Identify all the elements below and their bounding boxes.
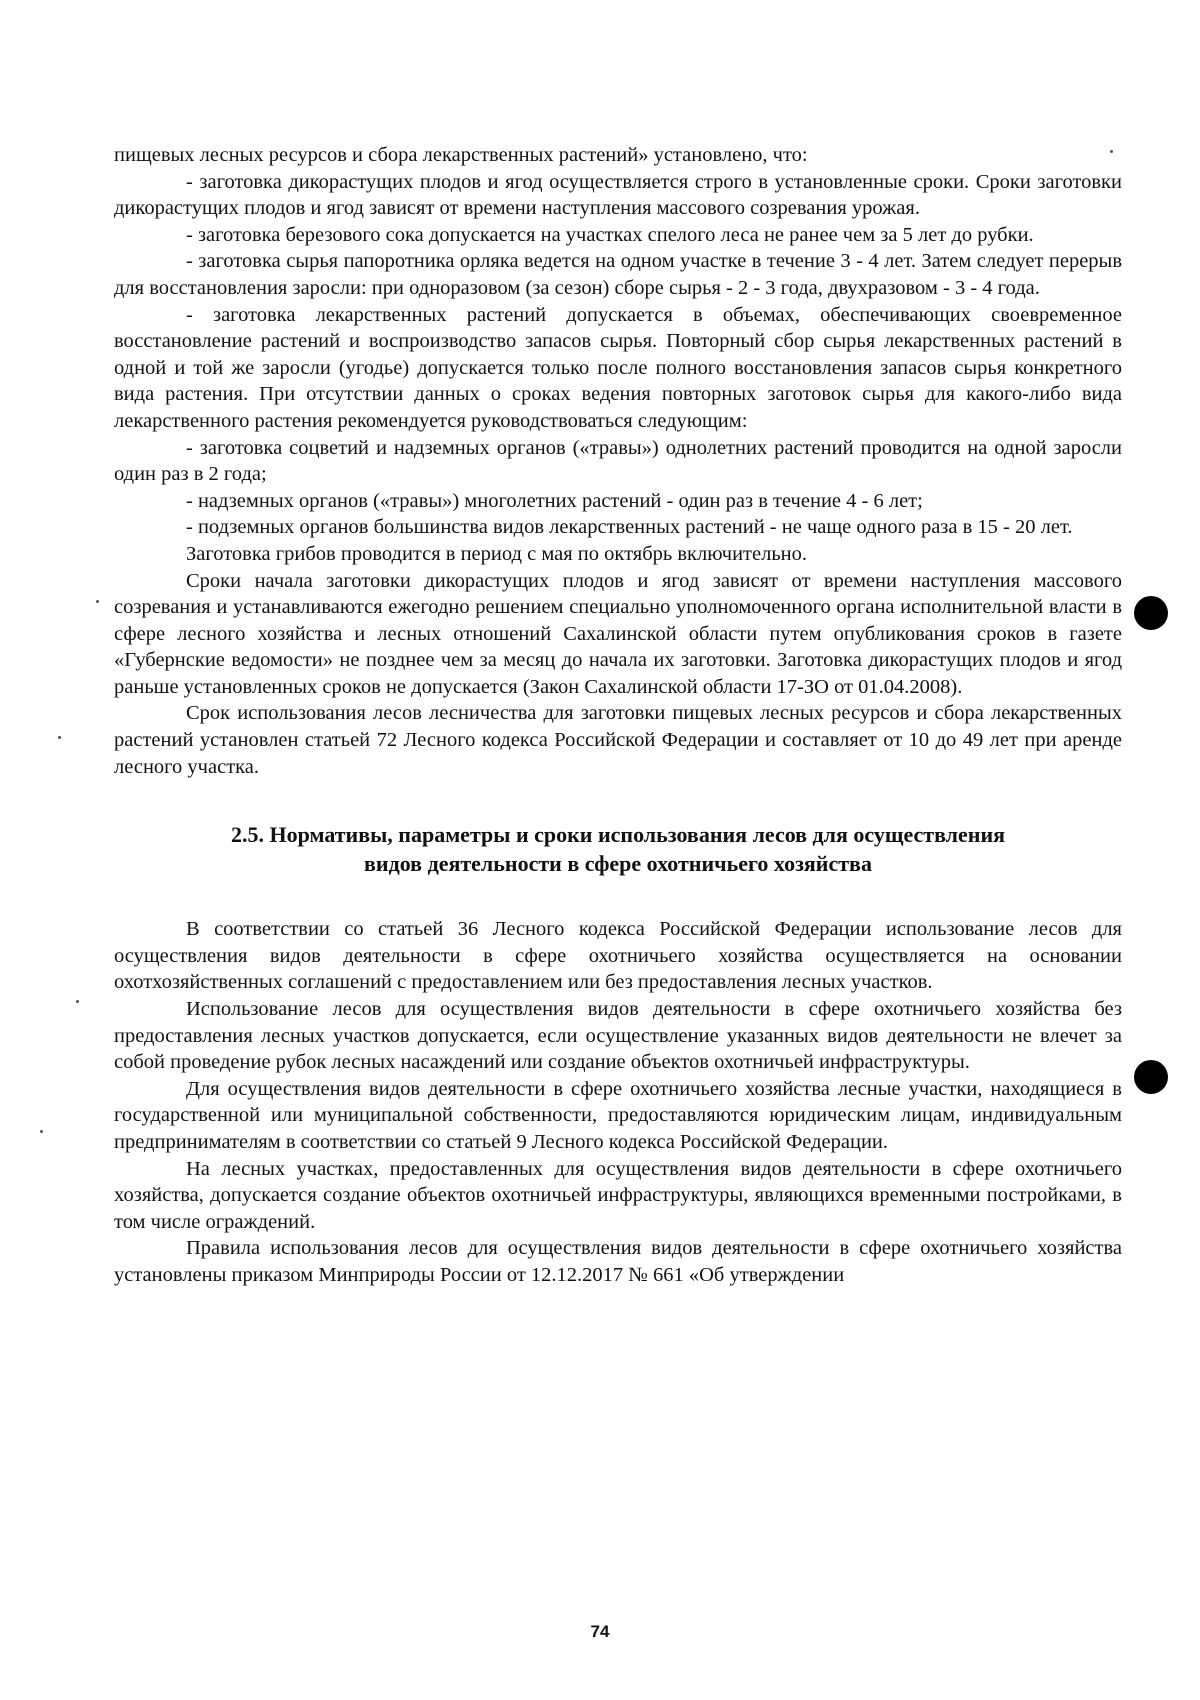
section-heading-line: 2.5. Нормативы, параметры и сроки использования лесов для осуществления (230, 822, 1006, 848)
scan-speck (1110, 150, 1113, 153)
section-heading-line: видов деятельности в сфере охотничьего хозяйства (364, 851, 872, 877)
paragraph: пищевых лесных ресурсов и сбора лекарственных растений» установлено, что: (114, 144, 808, 166)
paragraph: - заготовка сырья папоротника орляка ведется на одном участке в течение 3 - 4 лет. Затем следует перерыв для восстановления заросли: при одноразовом (за сезон) сборе сырья - 2 - 3 года, двухразовом - 3 - 4 года. (114, 250, 1122, 299)
paragraph: Для осуществления видов деятельности в сфере охотничьего хозяйства лесные участки, находящиеся в государственной или муниципальной собственности, предоставляются юридическим лицам, индивидуальным предпринимателям в соответствии со статьей 9 Лесного кодекса Российской Федерации. (114, 1077, 1122, 1153)
punch-hole (1134, 596, 1168, 630)
paragraph: Сроки начала заготовки дикорастущих плодов и ягод зависят от времени наступления массового созревания и устанавливаются ежегодно решением специально уполномоченного органа исполнительной власти в сфере лесного хозяйства и лесных отношений Сахалинской области путем опубликования сроков в газете «Губернские ведомости» не позднее чем за месяц до начала их заготовки. Заготовка дикорастущих плодов и ягод раньше установленных сроков не допускается (Закон Сахалинской области 17-ЗО от 01.04.2008). (114, 569, 1122, 698)
paragraph: - заготовка лекарственных растений допускается в объемах, обеспечивающих своевременное восстановление растений и воспроизводство запасов сырья. Повторный сбор сырья лекарственных растений в одной и той же заросли (угодье) допускается только после полного восстановления запасов сырья конкретного вида растения. При отсутствии данных о сроках ведения повторных заготовок сырья для какого-либо вида лекарственного растения рекомендуется руководствоваться следующим: (114, 303, 1122, 432)
paragraph: - подземных органов большинства видов лекарственных растений - не чаще одного раза в 15 - 20 лет. (186, 516, 1073, 539)
scan-speck (40, 1130, 43, 1133)
paragraph: - заготовка березового сока допускается на участках спелого леса не ранее чем за 5 лет до рубки. (186, 223, 1034, 246)
section-forest-resources (114, 142, 1122, 780)
section-hunting (114, 916, 1122, 1288)
paragraph: На лесных участках, предоставленных для осуществления видов деятельности в сфере охотничьего хозяйства, допускается создание объектов охотничьей инфраструктуры, являющихся временными постройками, в том числе ограждений. (114, 1157, 1122, 1233)
page-number: 74 (590, 1622, 610, 1641)
paragraph: Заготовка грибов проводится в период с мая по октябрь включительно. (186, 542, 808, 565)
section-heading (114, 820, 1122, 878)
paragraph: - заготовка соцветий и надземных органов («травы») однолетних растений проводится на одной заросли один раз в 2 года; (114, 436, 1122, 486)
paragraph: - надземных органов («травы») многолетних растений - один раз в течение 4 - 6 лет; (186, 489, 923, 512)
scan-speck (76, 1000, 79, 1003)
scan-speck (96, 600, 99, 603)
scan-speck (58, 736, 61, 739)
body-text (114, 142, 1122, 1289)
paragraph: Срок использования лесов лесничества для заготовки пищевых лесных ресурсов и сбора лекарственных растений установлен статьей 72 Лесного кодекса Российской Федерации и составляет от 10 до 49 лет при аренде лесного участка. (114, 702, 1122, 778)
paragraph: Правила использования лесов для осуществления видов деятельности в сфере охотничьего хозяйства установлены приказом Минприроды России от 12.12.2017 № 661 «Об утверждении (114, 1237, 1122, 1286)
paragraph: - заготовка дикорастущих плодов и ягод осуществляется строго в установленные сроки. Сроки заготовки дикорастущих плодов и ягод зависят от времени наступления массового созревания урожая. (114, 170, 1122, 220)
paragraph: В соответствии со статьей 36 Лесного кодекса Российской Федерации использование лесов для осуществления видов деятельности в сфере охотничьего хозяйства осуществляется на основании охотхозяйственных соглашений с предоставлением или без предоставления лесных участков. (114, 918, 1122, 994)
paragraph: Использование лесов для осуществления видов деятельности в сфере охотничьего хозяйства без предоставления лесных участков допускается, если осуществление указанных видов деятельности не влечет за собой проведение рубок лесных насаждений или создание объектов охотничьей инфраструктуры. (114, 998, 1122, 1074)
punch-hole (1134, 1060, 1168, 1094)
